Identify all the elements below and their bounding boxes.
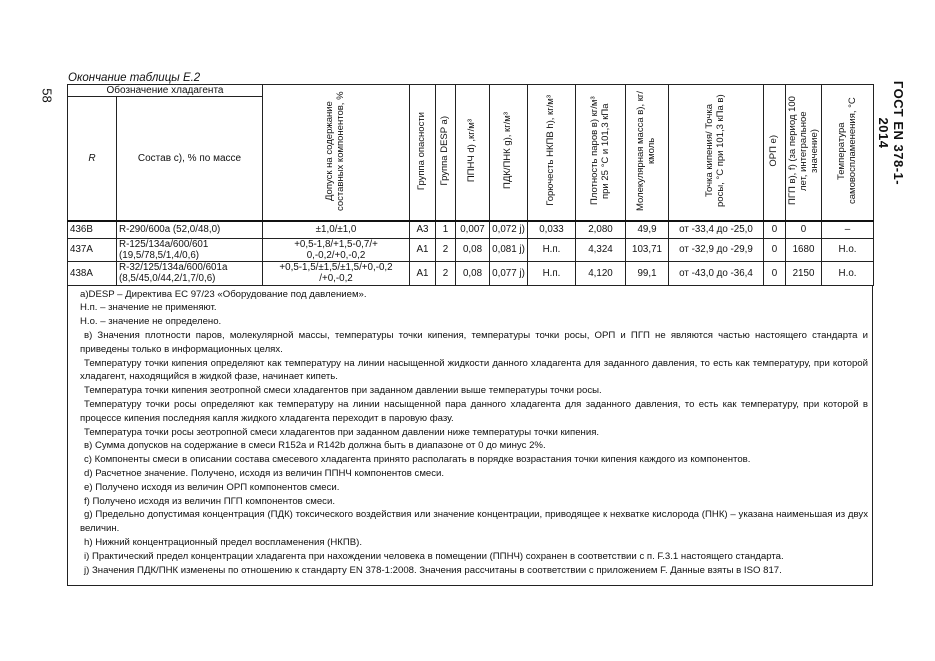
cell-auto: –: [822, 221, 874, 239]
col-pdkpnk: ПДК/ПНК g), кг/м³: [490, 85, 528, 221]
cell-ppnch: 0,08: [456, 238, 490, 262]
cell-odp: 0: [764, 238, 786, 262]
cell-desp: 2: [436, 238, 456, 262]
cell-ppnch: 0,08: [456, 262, 490, 286]
table-row: [68, 221, 874, 239]
cell-safety: А1: [410, 238, 436, 262]
col-tolerance: Допуск на содержание составных компонентов, %: [263, 85, 410, 221]
cell-composition: R-125/134a/600/601 (19,5/78,5/1,4/0,6): [117, 238, 263, 262]
cell-tolerance: ±1,0/±1,0: [263, 221, 410, 239]
cell-tolerance: +0,5-1,8/+1,5-0,7/+ 0,-0,2/+0,-0,2: [263, 238, 410, 262]
cell-gwp: 0: [786, 221, 822, 239]
col-boiling-point: Точка кипения/ Точка росы, °С при 101,3 кПа в): [669, 85, 764, 221]
cell-flam: 0,033: [528, 221, 576, 239]
refrigerant-table: [67, 84, 874, 286]
col-desp-group: Группа DESP а): [436, 85, 456, 221]
note: Температуру точки росы определяют как температуру на линии насыщенной пара данного хладагента для заданного давления, то есть как температуру, при которой в процессе кипения последняя капля жидкого хладагента переходит в паровую фазу.: [80, 398, 868, 424]
cell-tolerance: +0,5-1,5/±1,5/±1,5/+0,-0,2 /+0,-0,2: [263, 262, 410, 286]
cell-auto: Н.о.: [822, 262, 874, 286]
cell-pdk: 0,077 j): [490, 262, 528, 286]
note: Н.о. – значение не определено.: [80, 316, 222, 328]
col-gwp: ПГП в), f) (за период 100 лет, интегральное значение): [786, 85, 822, 221]
cell-desp: 2: [436, 262, 456, 286]
note: d) Расчетное значение. Получено, исходя из величин ППНЧ компонентов смеси.: [84, 467, 445, 479]
cell-ppnch: 0,007: [456, 221, 490, 239]
group-header: Обозначение хладагента: [68, 85, 263, 97]
cell-safety: А3: [410, 221, 436, 239]
cell-safety: А1: [410, 262, 436, 286]
col-composition: Состав с), % по массе: [117, 97, 263, 221]
cell-auto: Н.о.: [822, 238, 874, 262]
cell-r: 437A: [68, 238, 117, 262]
table-row: [68, 238, 874, 262]
note: a)DESP – Директива ЕС 97/23 «Оборудование под давлением».: [80, 288, 367, 300]
cell-gwp: 2150: [786, 262, 822, 286]
cell-odp: 0: [764, 221, 786, 239]
cell-density: 4,324: [576, 238, 626, 262]
cell-boil: от -32,9 до -29,9: [669, 238, 764, 262]
note: Температура точки кипения зеотропной смеси хладагентов при заданном давлении выше температуры точки росы.: [84, 385, 602, 397]
note: Температура точки росы зеотропной смеси хладагентов при заданном давлении ниже температуры точки кипения.: [84, 426, 600, 438]
col-autoignition: Температура самовоспламенения, °С: [822, 85, 874, 221]
note: g) Предельно допустимая концентрация (ПДК) токсического воздействия или значение концентрации, приводящее к нехватке кислорода (ПНК) – указана наименьшая из двух величин.: [80, 509, 868, 535]
cell-composition: R-290/600a (52,0/48,0): [117, 221, 263, 239]
col-molar-mass: Молекулярная масса в), кг/кмоль: [626, 85, 669, 221]
note: е) Получено исходя из величин ОРП компонентов смеси.: [84, 481, 340, 493]
col-odp: ОРП е): [764, 85, 786, 221]
note: в) Сумма допусков на содержание в смеси R152a и R142b должна быть в диапазоне от 0 до минус 2%.: [84, 440, 546, 452]
col-safety-group: Группа опасности: [410, 85, 436, 221]
cell-desp: 1: [436, 221, 456, 239]
cell-odp: 0: [764, 262, 786, 286]
table-row: [68, 262, 874, 286]
table-caption: Окончание таблицы Е.2: [68, 72, 201, 84]
cell-density: 4,120: [576, 262, 626, 286]
cell-molar: 99,1: [626, 262, 669, 286]
note: Температуру точки кипения определяют как температуру на линии насыщенной жидкости данного хладагента для заданного давления, то есть как температуру, при которой хладагент, находящийся в жидкой фазе, начинает кипеть.: [80, 357, 868, 383]
standard-designation: ГОСТ EN 378-1-2014: [876, 80, 906, 186]
note: h) Нижний концентрационный предел воспламенения (НКПВ).: [84, 536, 363, 548]
note: Н.п. – значение не применяют.: [80, 302, 217, 314]
cell-flam: Н.п.: [528, 262, 576, 286]
note: j) Значения ПДК/ПНК изменены по отношению к стандарту EN 378-1:2008. Значения рассчитаны в соответствии с приложением F. Данные взяты в ISO 817.: [84, 564, 782, 576]
note: f) Получено исходя из величин ПГП компонентов смеси.: [84, 495, 335, 507]
cell-molar: 103,71: [626, 238, 669, 262]
cell-gwp: 1680: [786, 238, 822, 262]
col-flammability: Горючесть НКПВ h), кг/м³: [528, 85, 576, 221]
cell-boil: от -33,4 до -25,0: [669, 221, 764, 239]
table-notes: [67, 286, 873, 587]
note: в) Значения плотности паров, молекулярной массы, температуры точки кипения, температуры точки росы, ОРП и ПГП не являются частью настоящего стандарта и приведены только в информационных целях.: [80, 329, 868, 355]
cell-r: 438A: [68, 262, 117, 286]
cell-density: 2,080: [576, 221, 626, 239]
cell-r: 436B: [68, 221, 117, 239]
col-ppnch: ППНЧ d) ,кг/м³: [456, 85, 490, 221]
note: с) Компоненты смеси в описании состава смесевого хладагента принято располагать в порядке возрастания точки кипения каждого из компонентов.: [84, 454, 751, 466]
table-container: [67, 84, 873, 586]
cell-composition: R-32/125/134a/600/601a (8,5/45,0/44,2/1,7/0,6): [117, 262, 263, 286]
cell-boil: от -43,0 до -36,4: [669, 262, 764, 286]
col-r: R: [68, 97, 117, 221]
table-header: [68, 85, 874, 221]
page-number: 58: [39, 88, 55, 103]
cell-pdk: 0,072 j): [490, 221, 528, 239]
note: i) Практический предел концентрации хладагента при нахождении человека в помещении (ППНЧ) сохранен в соответствии с п. F.3.1 настоящего стандарта.: [84, 550, 784, 562]
table-body: [68, 221, 874, 286]
cell-flam: Н.п.: [528, 238, 576, 262]
col-vapor-density: Плотность паров в) кг/м³ при 25 °С и 101,3 кПа: [576, 85, 626, 221]
cell-molar: 49,9: [626, 221, 669, 239]
cell-pdk: 0,081 j): [490, 238, 528, 262]
